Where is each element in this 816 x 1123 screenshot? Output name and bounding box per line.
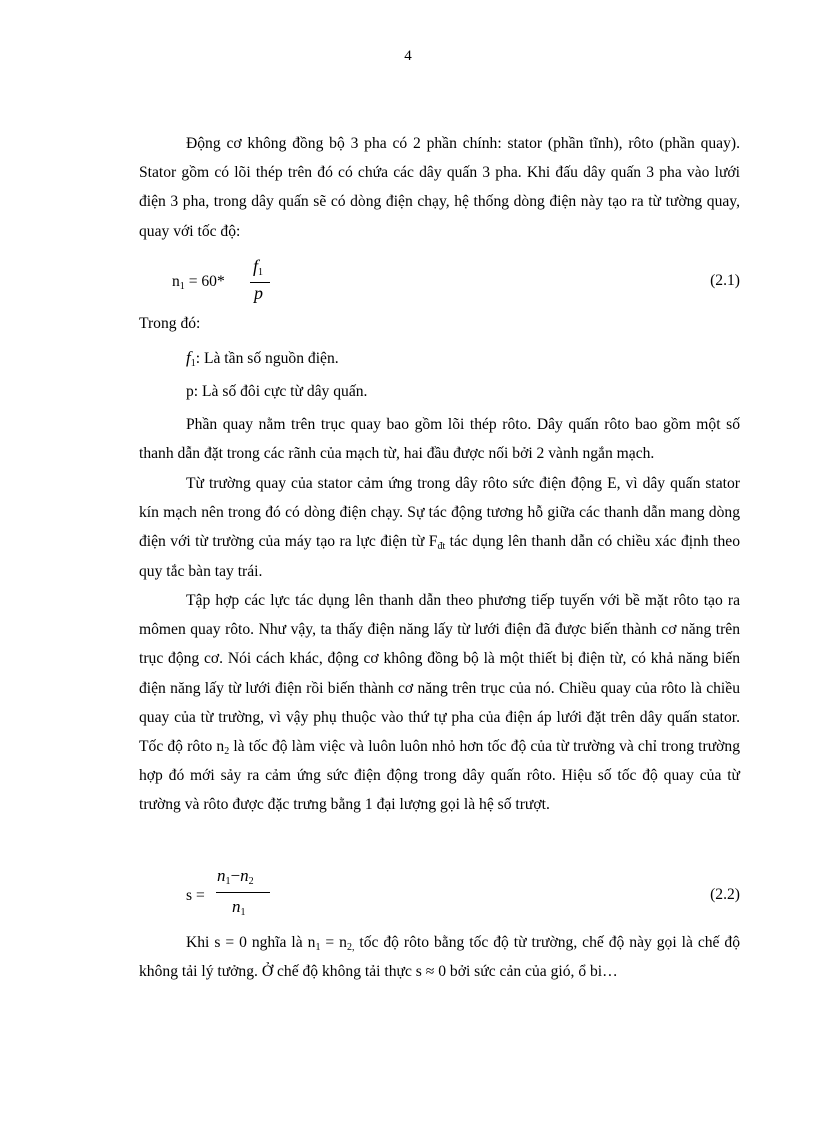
eq1-number: (2.1)	[710, 272, 740, 289]
eq2-fraction-bar	[216, 892, 270, 893]
paragraph-field: Từ trường quay của stator cảm ứng trong dây rôto sức điện động E, vì dây quấn stator kín mạch nên trong đó có dòng điện chạy. Sự tác động tương hỗ giữa các thanh dẫn mang dòng điện với từ trường của máy tạo ra lực điện từ $F_{đt}$ tác dụng lên thanh dẫn có chiều xác định theo quy tắc bàn tay trái.	[139, 475, 740, 580]
definition-p: p: Là số đôi cực từ dây quấn.	[186, 383, 368, 400]
eq1-lhs: $n_1 = 60*$	[172, 273, 225, 292]
page-number: 4	[404, 48, 412, 64]
paragraph-rotor: Phần quay nằm trên trục quay bao gồm lõi thép rôto. Dây quấn rôto bao gồm một số thanh dẫn đặt trong các rãnh của mạch từ, hai đầu được nối bởi 2 vành ngắn mạch.	[139, 416, 740, 463]
eq2-number: (2.2)	[710, 886, 740, 903]
eq2-denominator: $n_1$	[232, 897, 246, 918]
definition-f1: $f_1$: Là tần số nguồn điện.	[186, 348, 339, 369]
paragraph-final: Khi s = 0 nghĩa là $n_1 = n_{2,}$ tốc độ rôto bằng tốc độ từ trường, chế độ này gọi là chế độ không tải lý tưởng. Ở chế độ không tải thực s ≈ 0 bởi sức cản của gió, ổ bi…	[139, 934, 741, 981]
paragraph-torque: Tập hợp các lực tác dụng lên thanh dẫn theo phương tiếp tuyến với bề mặt rôto tạo ra mômen quay rôto. Như vậy, ta thấy điện năng lấy từ lưới điện đã được biến thành cơ năng trên trục động cơ. Nói cách khác, động cơ không đồng bộ là một thiết bị điện từ, có khả năng biến điện năng lấy từ lưới điện rồi biến thành cơ năng trên trục của nó. Chiều quay của rôto là chiều quay của từ trường, vì vậy phụ thuộc vào thứ tự pha của điện áp lưới đặt trên dây quấn stator. Tốc độ rôto $n_2$ là tốc độ làm việc và luôn luôn nhỏ hơn tốc độ của từ trường và chỉ trong trường hợp đó mới sảy ra cảm ứng sức điện động trong dây quấn rôto. Hiệu số tốc độ quay của từ trường và rôto được đặc trưng bằng 1 đại lượng gọi là hệ số trượt.	[139, 592, 741, 814]
where-label: Trong đó:	[139, 315, 201, 332]
eq1-denominator: p	[254, 283, 263, 303]
eq1-numerator: $f_1$	[253, 256, 264, 278]
eq2-lhs: s =	[186, 887, 205, 904]
intro-paragraph: Động cơ không đồng bộ 3 pha có 2 phần chính: stator (phần tĩnh), rôto (phần quay). Stator gồm có lõi thép trên đó có chứa các dây quấn 3 pha. Khi đấu dây quấn 3 pha vào lưới điện 3 pha, trong dây quấn sẽ có dòng điện chạy, hệ thống dòng điện này tạo ra từ tường quay, quay với tốc độ:	[139, 135, 740, 240]
eq2-numerator: $n_1-n_2$	[217, 866, 254, 887]
